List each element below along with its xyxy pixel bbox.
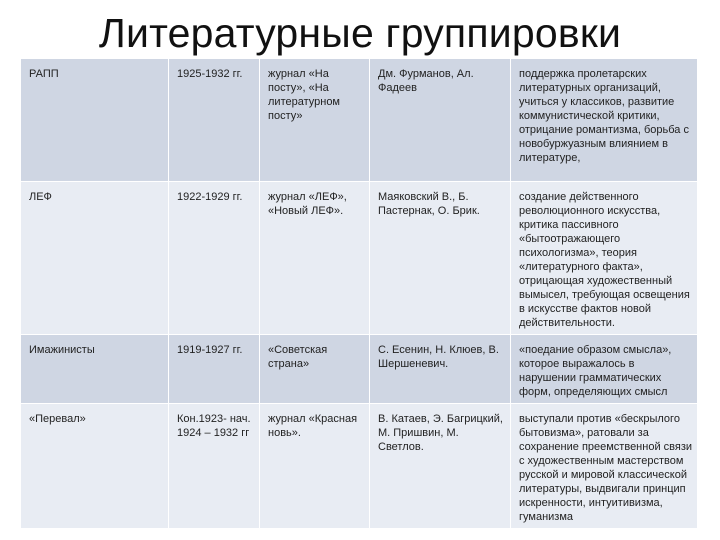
cell-journal: «Советская страна» <box>260 335 370 404</box>
cell-members: С. Есенин, Н. Клюев, В. Шершеневич. <box>370 335 511 404</box>
cell-years: 1919-1927 гг. <box>169 335 260 404</box>
groups-table <box>20 58 698 529</box>
cell-name: ЛЕФ <box>21 182 169 335</box>
cell-journal: журнал «ЛЕФ», «Новый ЛЕФ». <box>260 182 370 335</box>
cell-years: Кон.1923- нач. 1924 – 1932 гг <box>169 404 260 529</box>
table-row <box>21 335 698 404</box>
cell-program: «поедание образом смысла», которое выражалось в нарушении грамматических форм, определяющих смысл <box>511 335 698 404</box>
page-title: Литературные группировки <box>98 10 622 56</box>
cell-members: Маяковский В., Б. Пастернак, О. Брик. <box>370 182 511 335</box>
cell-journal: журнал «На посту», «На литературном посту» <box>260 59 370 182</box>
cell-name: «Перевал» <box>21 404 169 529</box>
cell-program: создание действенного революционного искусства, критика пассивного «бытоотражающего психологизма», теория «литературного факта», отрицающая художественный вымысел, требующая освещения в искусстве фактов новой действительности. <box>511 182 698 335</box>
cell-program: поддержка пролетарских литературных организаций, учиться у классиков, развитие коммунистической критики, отрицание романтизма, борьба с новобуржуазным влиянием в литературе, <box>511 59 698 182</box>
table-row <box>21 182 698 335</box>
cell-name: Имажинисты <box>21 335 169 404</box>
cell-name: РАПП <box>21 59 169 182</box>
cell-years: 1925-1932 гг. <box>169 59 260 182</box>
cell-members: В. Катаев, Э. Багрицкий, М. Пришвин, М. Светлов. <box>370 404 511 529</box>
table-row <box>21 59 698 182</box>
cell-program: выступали против «бескрылого бытовизма», ратовали за сохранение преемственной связи с художественным мастерством русской и мировой классической литературы, выдвигали принцип искренности, интуитивизма, гуманизма <box>511 404 698 529</box>
cell-members: Дм. Фурманов, Ал. Фадеев <box>370 59 511 182</box>
cell-years: 1922-1929 гг. <box>169 182 260 335</box>
cell-journal: журнал «Красная новь». <box>260 404 370 529</box>
table-row <box>21 404 698 529</box>
